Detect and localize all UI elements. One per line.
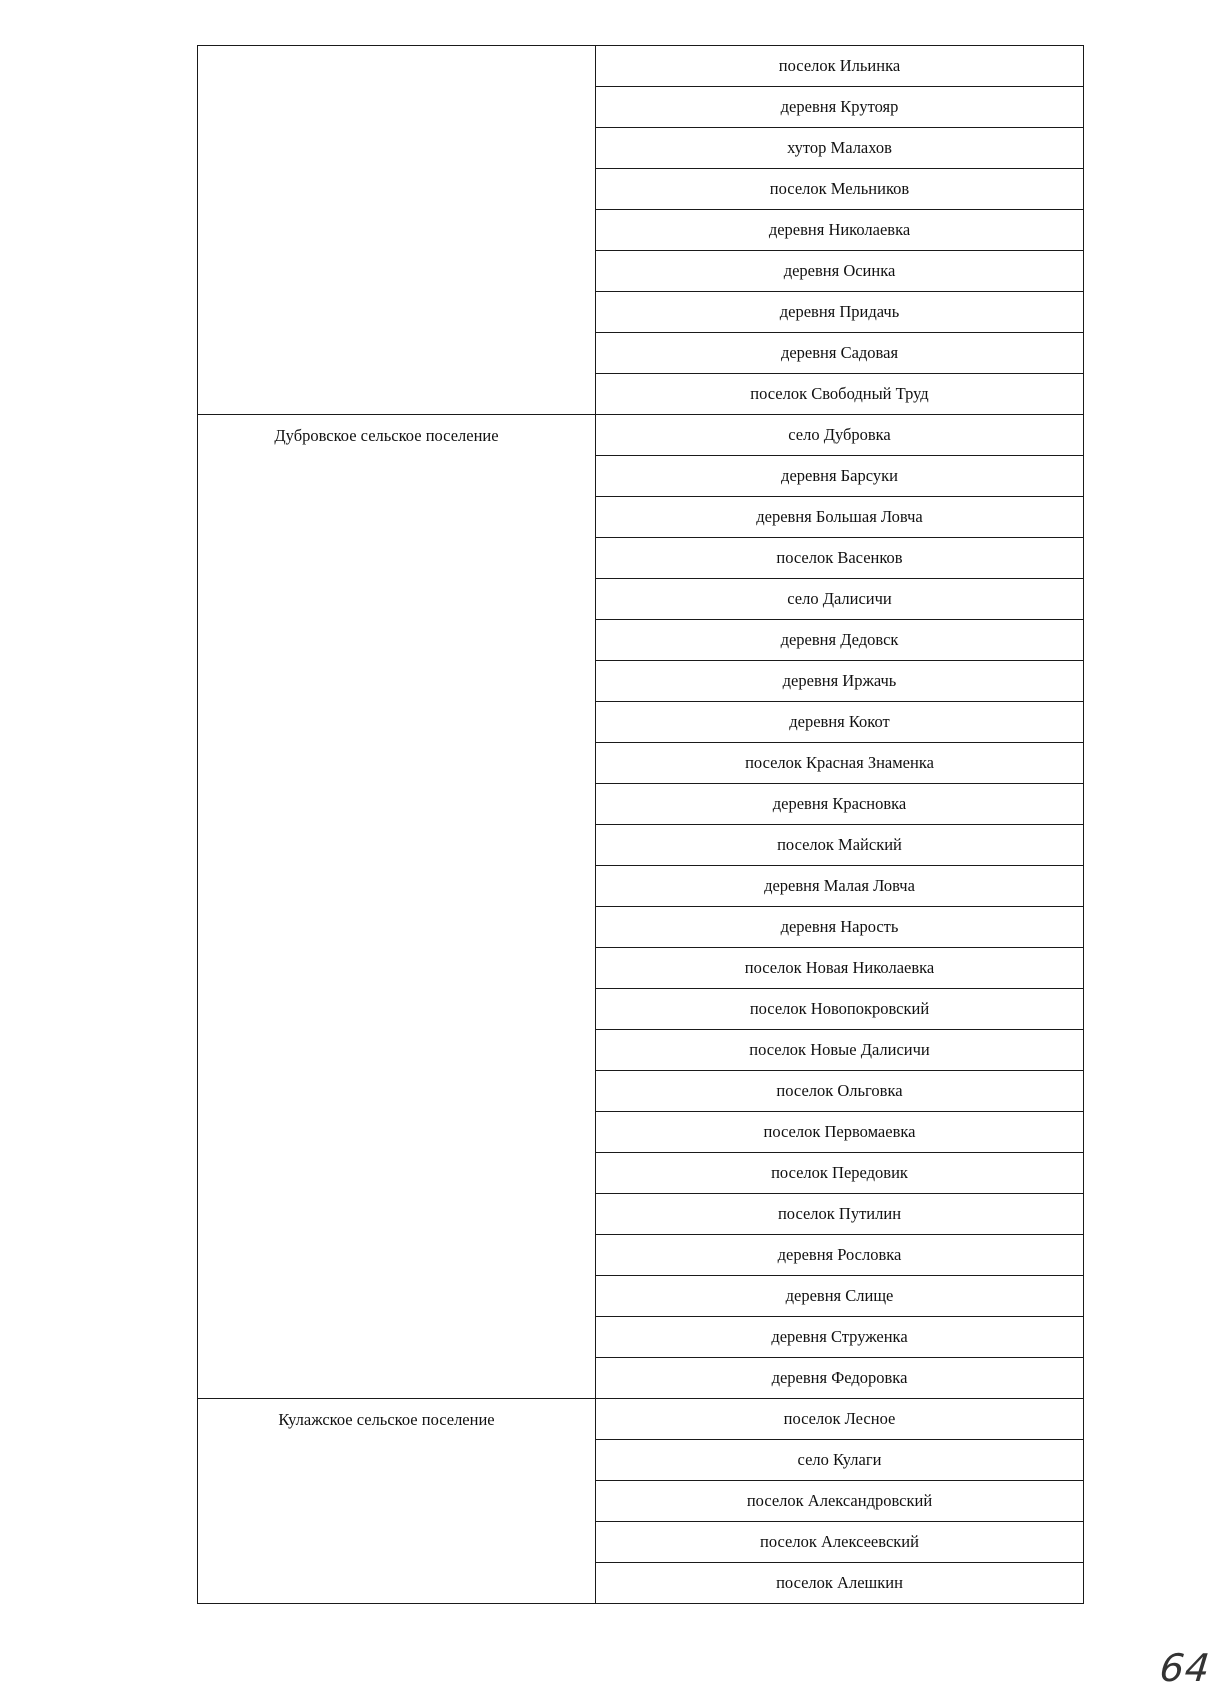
locality-cell: поселок Новопокровский xyxy=(596,989,1084,1030)
locality-cell: деревня Барсуки xyxy=(596,456,1084,497)
settlement-cell xyxy=(198,415,596,1399)
settlement-name: Дубровское сельское поселение xyxy=(274,426,499,445)
locality-cell: деревня Николаевка xyxy=(596,210,1084,251)
locality-cell: поселок Лесное xyxy=(596,1399,1084,1440)
table-row xyxy=(198,415,1084,456)
locality-cell: село Кулаги xyxy=(596,1440,1084,1481)
locality-cell: деревня Малая Ловча xyxy=(596,866,1084,907)
settlement-cell xyxy=(198,1399,596,1604)
locality-cell: поселок Майский xyxy=(596,825,1084,866)
locality-cell: деревня Красновка xyxy=(596,784,1084,825)
locality-cell: деревня Крутояр xyxy=(596,87,1084,128)
page-number: 64 xyxy=(1157,1646,1213,1690)
locality-cell: деревня Нарость xyxy=(596,907,1084,948)
settlements-table xyxy=(197,45,1084,1604)
locality-cell: деревня Иржачь xyxy=(596,661,1084,702)
locality-cell: поселок Путилин xyxy=(596,1194,1084,1235)
settlements-table-body xyxy=(198,46,1084,1604)
locality-cell: поселок Свободный Труд xyxy=(596,374,1084,415)
settlement-name xyxy=(198,46,595,59)
settlement-cell xyxy=(198,46,596,415)
locality-cell: поселок Алешкин xyxy=(596,1563,1084,1604)
locality-cell: деревня Дедовск xyxy=(596,620,1084,661)
locality-cell: поселок Александровский xyxy=(596,1481,1084,1522)
locality-cell: хутор Малахов xyxy=(596,128,1084,169)
locality-cell: деревня Рословка xyxy=(596,1235,1084,1276)
locality-cell: деревня Федоровка xyxy=(596,1358,1084,1399)
locality-cell: село Далисичи xyxy=(596,579,1084,620)
locality-cell: поселок Васенков xyxy=(596,538,1084,579)
locality-cell: поселок Новая Николаевка xyxy=(596,948,1084,989)
locality-cell: поселок Передовик xyxy=(596,1153,1084,1194)
locality-cell: деревня Большая Ловча xyxy=(596,497,1084,538)
locality-cell: деревня Слище xyxy=(596,1276,1084,1317)
locality-cell: деревня Осинка xyxy=(596,251,1084,292)
table-row xyxy=(198,46,1084,87)
table-row xyxy=(198,1399,1084,1440)
locality-cell: поселок Красная Знаменка xyxy=(596,743,1084,784)
locality-cell: поселок Алексеевский xyxy=(596,1522,1084,1563)
locality-cell: деревня Придачь xyxy=(596,292,1084,333)
locality-cell: поселок Ольговка xyxy=(596,1071,1084,1112)
locality-cell: поселок Первомаевка xyxy=(596,1112,1084,1153)
locality-cell: деревня Кокот xyxy=(596,702,1084,743)
locality-cell: деревня Струженка xyxy=(596,1317,1084,1358)
settlement-name: Кулажское сельское поселение xyxy=(278,1410,495,1429)
locality-cell: поселок Мельников xyxy=(596,169,1084,210)
locality-cell: деревня Садовая xyxy=(596,333,1084,374)
locality-cell: поселок Новые Далисичи xyxy=(596,1030,1084,1071)
locality-cell: село Дубровка xyxy=(596,415,1084,456)
locality-cell: поселок Ильинка xyxy=(596,46,1084,87)
